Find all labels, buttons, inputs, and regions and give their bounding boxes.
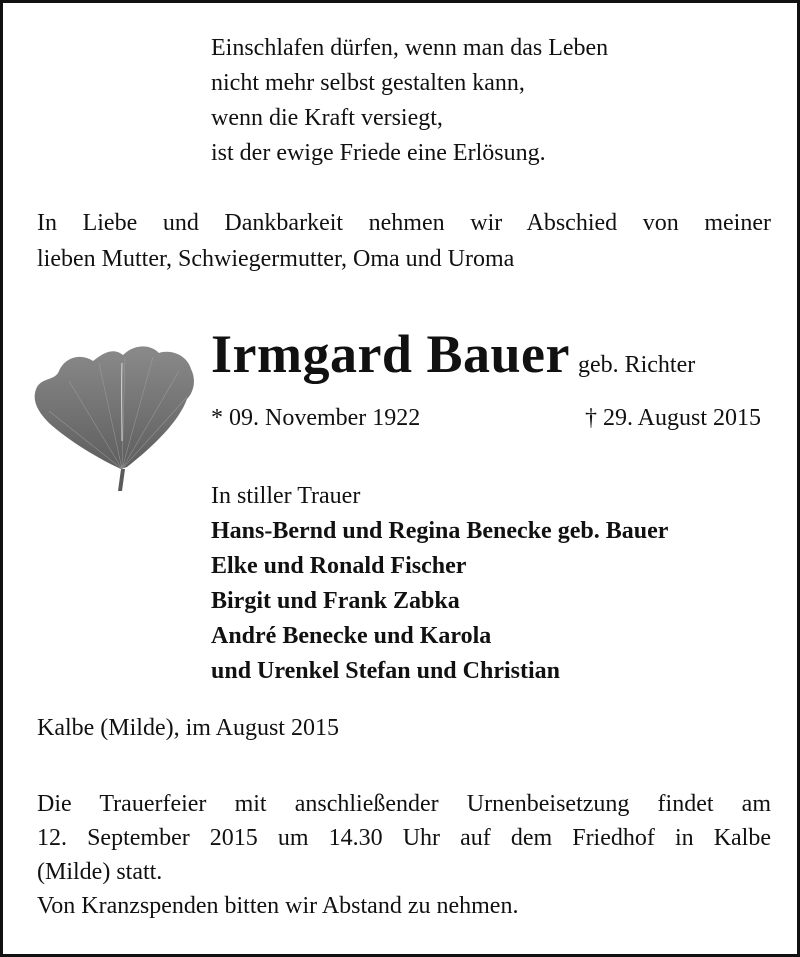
ceremony-line: (Milde) statt. [37, 859, 163, 885]
mourners-list [211, 479, 668, 689]
mourner-name: André Benecke und Karola [211, 623, 492, 649]
birth-date: * 09. November 1922 [211, 405, 421, 431]
poem [211, 31, 608, 171]
poem-line: ist der ewige Friede eine Erlösung. [211, 140, 546, 166]
poem-line: wenn die Kraft versiegt, [211, 105, 443, 131]
mourners-heading: In stiller Trauer [211, 483, 361, 509]
ginkgo-leaf-icon [29, 341, 201, 503]
mourner-name: Hans-Bernd und Regina Benecke geb. Bauer [211, 518, 669, 544]
maiden-name: geb. Richter [577, 352, 696, 378]
mourner-name: und Urenkel Stefan und Christian [211, 658, 560, 684]
farewell-line: lieben Mutter, Schwiegermutter, Oma und Uroma [37, 246, 515, 272]
mourner-name: Birgit und Frank Zabka [211, 588, 460, 614]
death-date: † 29. August 2015 [584, 405, 761, 431]
farewell-line: In Liebe und Dankbarkeit nehmen wir Abschied von meiner [37, 210, 771, 236]
ceremony-info [37, 787, 771, 923]
deceased-name: Irmgard Bauer [211, 324, 570, 384]
ceremony-line: 12. September 2015 um 14.30 Uhr auf dem Friedhof in Kalbe [37, 825, 771, 851]
farewell-text [37, 205, 771, 277]
poem-line: nicht mehr selbst gestalten kann, [211, 70, 525, 96]
deceased-name-row [211, 323, 695, 385]
ceremony-line: Die Trauerfeier mit anschließender Urnenbeisetzung findet am [37, 791, 771, 817]
ceremony-line: Von Kranzspenden bitten wir Abstand zu nehmen. [37, 893, 519, 919]
poem-line: Einschlafen dürfen, wenn man das Leben [211, 35, 609, 61]
place-and-date: Kalbe (Milde), im August 2015 [37, 715, 339, 741]
mourner-name: Elke und Ronald Fischer [211, 553, 467, 579]
